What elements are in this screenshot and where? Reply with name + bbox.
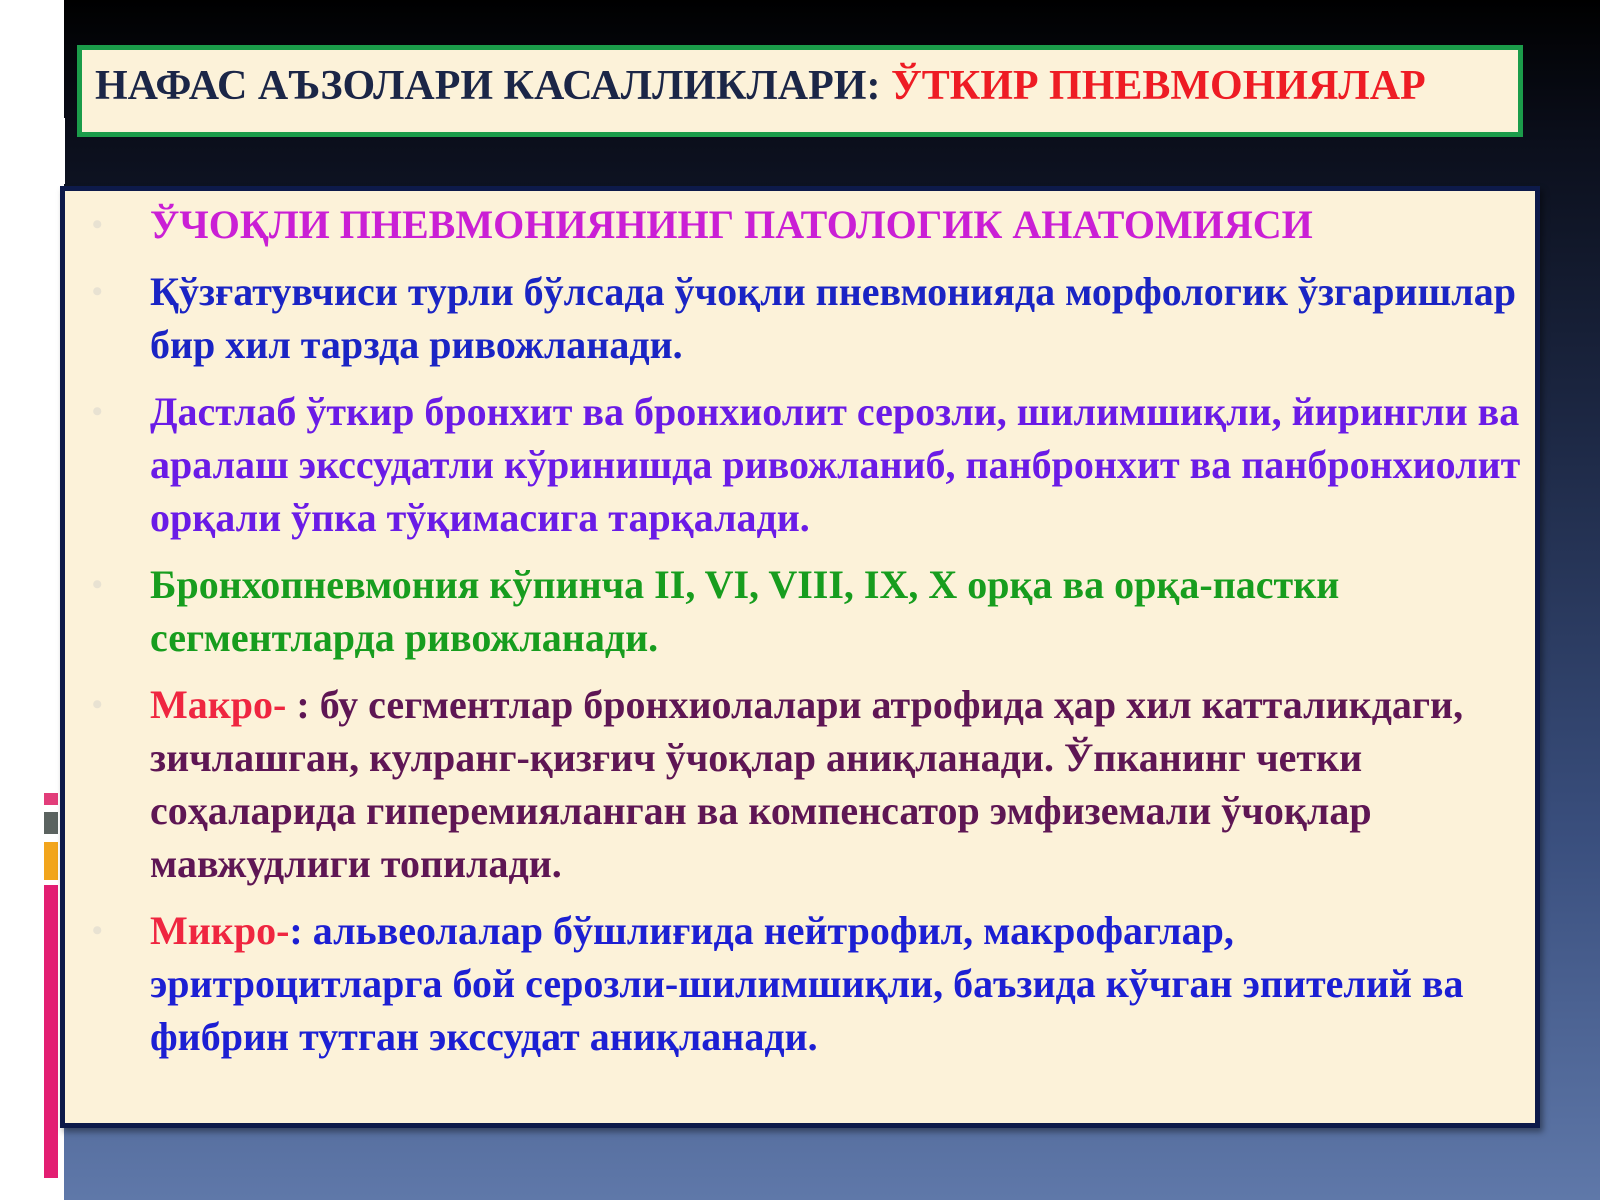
bullet-item-5 xyxy=(88,904,1528,1063)
slide-title xyxy=(95,60,1495,112)
slide-title-accent: ЎТКИР ПНЕВМОНИЯЛАР xyxy=(890,63,1426,109)
decor-stripes xyxy=(37,118,65,184)
slide-title-main: НАФАС АЪЗОЛАРИ КАСАЛЛИКЛАРИ: xyxy=(95,63,891,109)
bullet-marker: • xyxy=(92,688,103,721)
bullet-list xyxy=(88,198,1528,1077)
bullet-item-3-text: Бронхопневмония кўпинча II, VI, VIII, IX, X орқа ва орқа-пастки сегментларда ривожланади. xyxy=(150,562,1340,660)
bullet-marker: • xyxy=(92,208,103,241)
decor-bar-orange xyxy=(44,842,58,880)
bullet-marker: • xyxy=(92,395,103,428)
bullet-marker: • xyxy=(92,275,103,308)
bullet-item-4 xyxy=(88,678,1528,890)
decor-bar-pink-small xyxy=(44,793,58,805)
bullet-heading xyxy=(88,198,1528,251)
bullet-item-1-text: Қўзғатувчиси турли бўлсада ўчоқли пневмонияда морфологик ўзгаришлар бир хил тарзда ривожланади. xyxy=(150,269,1516,367)
decor-bar-gray xyxy=(44,812,58,834)
bullet-marker: • xyxy=(92,914,103,947)
heading-text: ЎЧОҚЛИ ПНЕВМОНИЯНИНГ ПАТОЛОГИК АНАТОМИЯСИ xyxy=(150,202,1313,247)
bullet-item-5-label: Микро- xyxy=(150,908,290,953)
bullet-marker: • xyxy=(92,568,103,601)
bullet-item-4-text: : бу сегментлар бронхиолалари атрофида ҳар хил катталикдаги, зичлашган, кулранг-қизғич ўчоқлар аниқланади. Ўпканинг четки соҳаларида гиперемияланган ва компенсатор эмфиземали ўчоқлар мавжудлиги топилади. xyxy=(150,682,1464,886)
bullet-item-2 xyxy=(88,385,1528,544)
bullet-item-3 xyxy=(88,558,1528,664)
bullet-item-1 xyxy=(88,265,1528,371)
bullet-item-4-label: Макро- xyxy=(150,682,297,727)
bullet-item-2-text: Дастлаб ўткир бронхит ва бронхиолит серозли, шилимшиқли, йирингли ва аралаш экссудатли кўринишда ривожланиб, панбронхит ва панбронхиолит орқали ўпка тўқимасига тарқалади. xyxy=(150,389,1521,540)
decor-bar-pink-long xyxy=(44,885,58,1178)
bullet-item-5-text: : альвеолалар бўшлиғида нейтрофил, макрофаглар, эритроцитларга бой серозли-шилимшиқли, баъзида кўчган эпителий ва фибрин тутган экссудат аниқланади. xyxy=(150,908,1464,1059)
